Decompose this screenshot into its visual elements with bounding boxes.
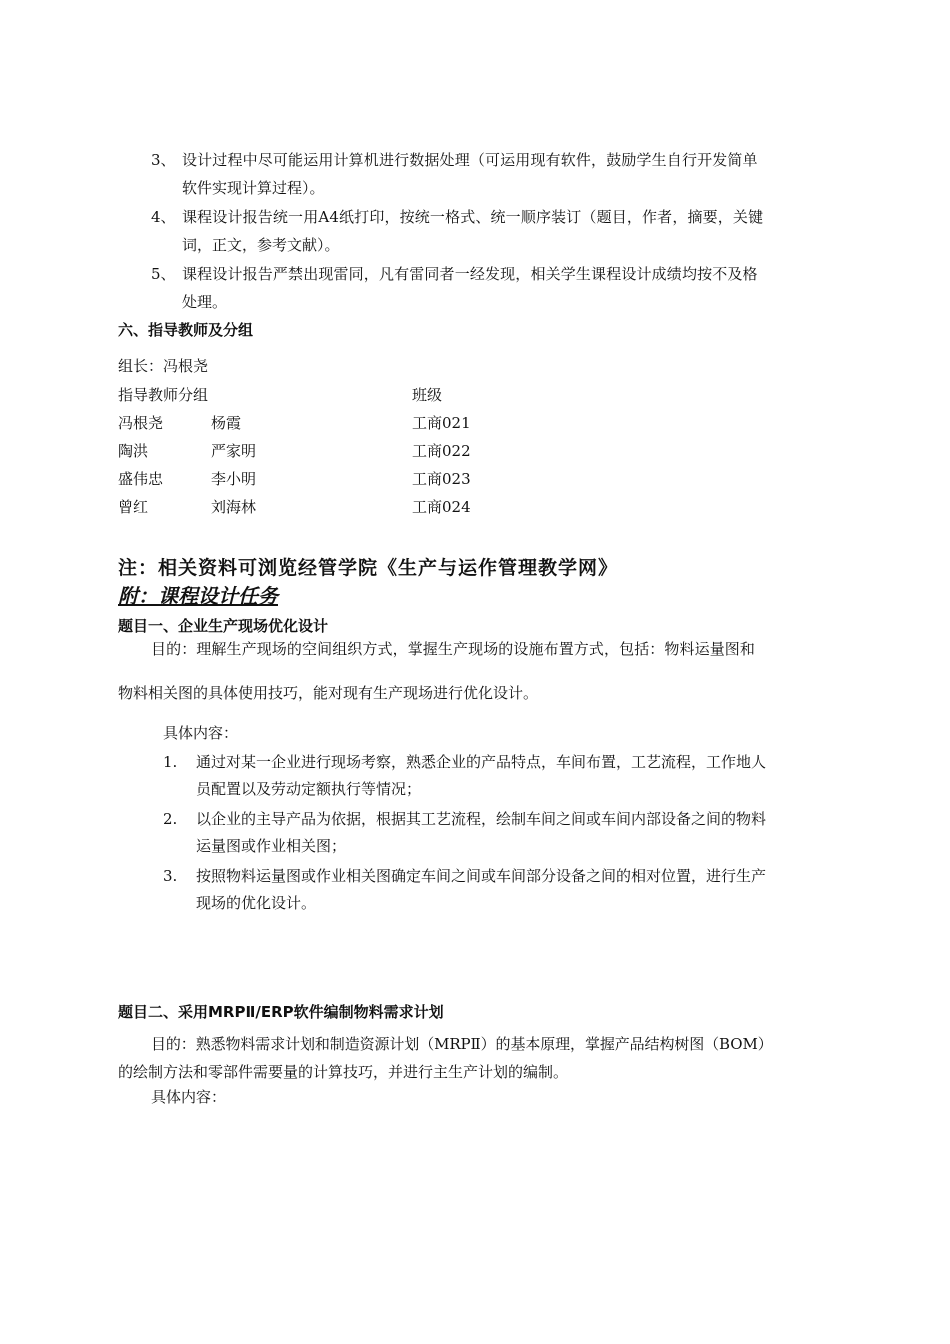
requirement-3-text-cont: 软件实现计算过程）。: [182, 179, 325, 197]
requirement-5-text-cont: 处理。: [182, 293, 228, 311]
table-row-2-teacher-1: 陶洪: [118, 442, 149, 460]
table-row-1-teacher-1: 冯根尧: [118, 414, 164, 432]
table-row-1-teacher-2: 杨霞: [211, 414, 242, 432]
topic-2-heading: 题目二、采用MRPⅡ/ERP软件编制物料需求计划: [118, 1003, 444, 1021]
topic-1-item-3-number: 3.: [163, 867, 178, 885]
requirement-3-number: 3、: [151, 151, 176, 169]
requirement-5-text: 课程设计报告严禁出现雷同，凡有雷同者一经发现，相关学生课程设计成绩均按不及格: [182, 265, 758, 283]
topic-1-item-3-text-cont: 现场的优化设计。: [196, 894, 317, 912]
topic-2-purpose-cont: 的绘制方法和零部件需要量的计算技巧，并进行主生产计划的编制。: [118, 1063, 569, 1081]
requirement-4-text: 课程设计报告统一用A4纸打印，按统一格式、统一顺序装订（题目，作者，摘要，关键: [182, 208, 764, 226]
topic-1-purpose-cont: 物料相关图的具体使用技巧，能对现有生产现场进行优化设计。: [118, 684, 539, 702]
table-header-teachers: 指导教师分组: [118, 386, 209, 404]
topic-1-item-2-text: 以企业的主导产品为依据，根据其工艺流程，绘制车间之间或车间内部设备之间的物料: [196, 810, 767, 828]
topic-1-item-2-text-cont: 运量图或作业相关图；: [196, 837, 347, 855]
topic-2-purpose: 目的：熟悉物料需求计划和制造资源计划（MRPⅡ）的基本原理，掌握产品结构树图（BOM）: [151, 1035, 773, 1053]
table-row-1-class: 工商021: [412, 414, 471, 432]
requirement-3-text: 设计过程中尽可能运用计算机进行数据处理（可运用现有软件，鼓励学生自行开发简单: [182, 151, 758, 169]
topic-1-item-3-text: 按照物料运量图或作业相关图确定车间之间或车间部分设备之间的相对位置，进行生产: [196, 867, 767, 885]
topic-1-purpose: 目的：理解生产现场的空间组织方式，掌握生产现场的设施布置方式，包括：物料运量图和: [151, 640, 756, 658]
group-leader: 组长：冯根尧: [118, 357, 209, 375]
table-row-3-class: 工商023: [412, 470, 471, 488]
requirement-4-number: 4、: [151, 208, 176, 226]
requirement-4-text-cont: 词，正文，参考文献）。: [182, 236, 340, 254]
table-header-class: 班级: [412, 386, 443, 404]
topic-2-content-label: 具体内容：: [151, 1088, 227, 1106]
table-row-2-teacher-2: 严家明: [211, 442, 257, 460]
note-heading: 注：相关资料可浏览经管学院《生产与运作管理教学网》: [118, 557, 619, 579]
table-row-4-class: 工商024: [412, 498, 471, 516]
table-row-2-class: 工商022: [412, 442, 471, 460]
requirement-5-number: 5、: [151, 265, 176, 283]
topic-1-item-2-number: 2.: [163, 810, 178, 828]
appendix-heading: 附：课程设计任务: [118, 584, 278, 608]
topic-1-item-1-number: 1.: [163, 753, 178, 771]
topic-1-content-label: 具体内容：: [163, 724, 239, 742]
table-row-4-teacher-1: 曾红: [118, 498, 149, 516]
topic-1-item-1-text: 通过对某一企业进行现场考察，熟悉企业的产品特点，车间布置，工艺流程，工作地人: [196, 753, 767, 771]
topic-1-heading: 题目一、企业生产现场优化设计: [118, 617, 329, 635]
section-6-heading: 六、指导教师及分组: [118, 321, 254, 339]
table-row-4-teacher-2: 刘海林: [211, 498, 257, 516]
topic-1-item-1-text-cont: 员配置以及劳动定额执行等情况；: [196, 780, 422, 798]
table-row-3-teacher-2: 李小明: [211, 470, 257, 488]
table-row-3-teacher-1: 盛伟忠: [118, 470, 164, 488]
